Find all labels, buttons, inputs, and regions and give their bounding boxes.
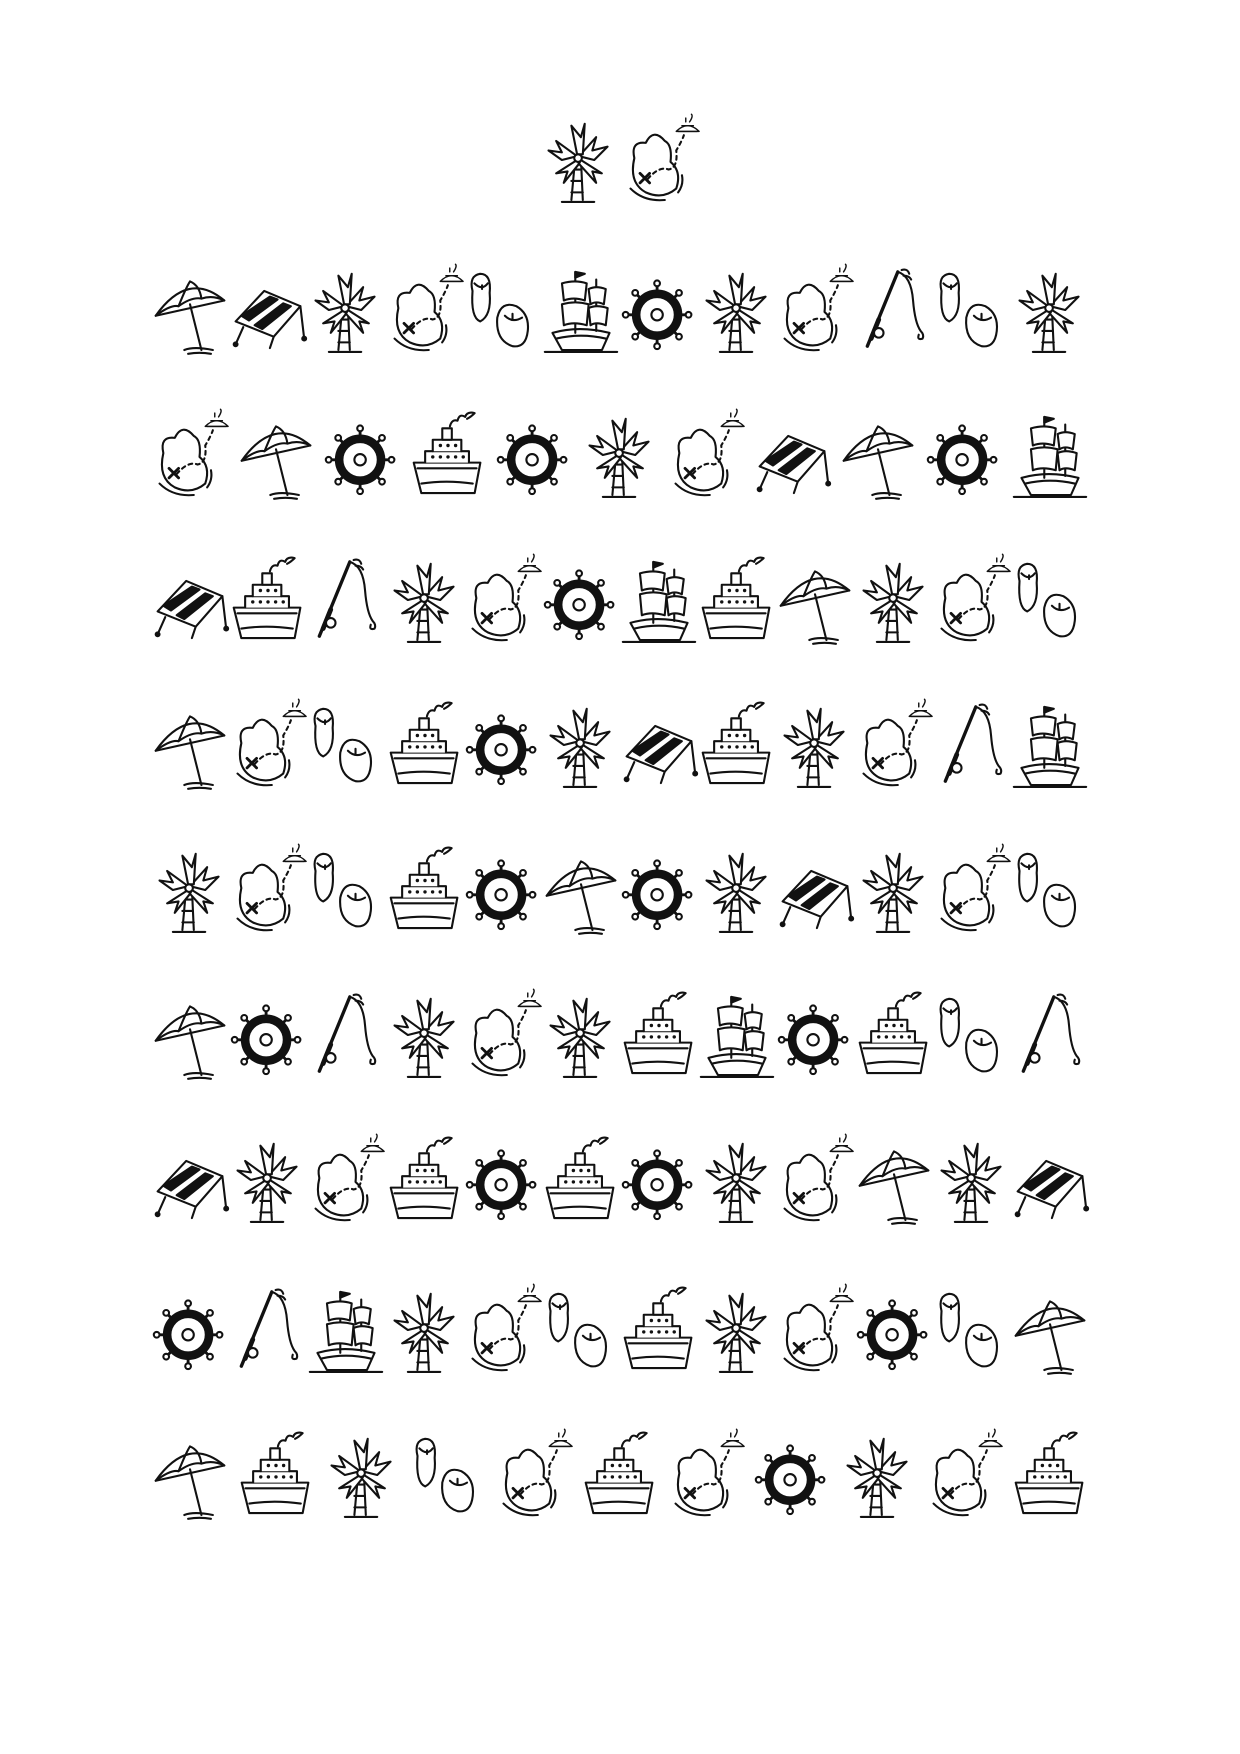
map-icon [463, 550, 543, 650]
map-icon [932, 840, 1012, 940]
umbrella-icon [150, 695, 230, 795]
wheel-icon [619, 840, 699, 940]
rod-icon [306, 985, 386, 1085]
map-icon [775, 1130, 855, 1230]
flipflops-icon [932, 985, 1012, 1085]
map-icon [494, 1425, 574, 1525]
boat-icon [541, 1130, 621, 1230]
map-icon [463, 985, 543, 1085]
chair-icon [619, 695, 699, 795]
palm-icon [306, 260, 386, 360]
boat-icon [697, 695, 777, 795]
chair-icon [752, 405, 832, 505]
ship-icon [1010, 695, 1090, 795]
palm-icon [150, 840, 230, 940]
ship-icon [697, 985, 777, 1085]
flipflops-icon [306, 695, 386, 795]
icon-row [0, 550, 1240, 660]
wheel-icon [541, 550, 621, 650]
icon-row [0, 695, 1240, 805]
ship-icon [619, 550, 699, 650]
boat-icon [408, 405, 488, 505]
umbrella-icon [150, 260, 230, 360]
umbrella-icon [541, 840, 621, 940]
palm-icon [932, 1130, 1012, 1230]
wheel-icon [322, 405, 402, 505]
map-icon [150, 405, 230, 505]
map-icon [666, 405, 746, 505]
palm-icon [385, 550, 465, 650]
boat-icon [854, 985, 934, 1085]
map-icon [775, 1280, 855, 1380]
flipflops-icon [408, 1425, 488, 1525]
palm-icon [854, 840, 934, 940]
map-icon [775, 260, 855, 360]
umbrella-icon [150, 985, 230, 1085]
umbrella-icon [150, 1425, 230, 1525]
rod-icon [854, 260, 934, 360]
boat-icon [697, 550, 777, 650]
palm-icon [697, 840, 777, 940]
boat-icon [619, 985, 699, 1085]
palm-icon [541, 985, 621, 1085]
palm-icon [697, 260, 777, 360]
chair-icon [150, 1130, 230, 1230]
map-icon [228, 840, 308, 940]
boat-icon [580, 1425, 660, 1525]
boat-icon [385, 840, 465, 940]
wheel-icon [463, 695, 543, 795]
boat-icon [228, 550, 308, 650]
icon-row [0, 260, 1240, 370]
icon-row [0, 1425, 1240, 1535]
wheel-icon [619, 1130, 699, 1230]
wheel-icon [494, 405, 574, 505]
icon-row [0, 1130, 1240, 1240]
chair-icon [150, 550, 230, 650]
map-icon [621, 110, 701, 210]
umbrella-icon [775, 550, 855, 650]
wheel-icon [150, 1280, 230, 1380]
palm-icon [228, 1130, 308, 1230]
boat-icon [236, 1425, 316, 1525]
map-icon [228, 695, 308, 795]
umbrella-icon [838, 405, 918, 505]
wheel-icon [854, 1280, 934, 1380]
palm-icon [697, 1280, 777, 1380]
wheel-icon [775, 985, 855, 1085]
rod-icon [306, 550, 386, 650]
map-icon [306, 1130, 386, 1230]
palm-icon [775, 695, 855, 795]
boat-icon [385, 695, 465, 795]
map-icon [463, 1280, 543, 1380]
flipflops-icon [306, 840, 386, 940]
chair-icon [1010, 1130, 1090, 1230]
palm-icon [385, 1280, 465, 1380]
palm-icon [854, 550, 934, 650]
flipflops-icon [932, 260, 1012, 360]
wheel-icon [924, 405, 1004, 505]
boat-icon [1010, 1425, 1090, 1525]
icon-row [0, 1280, 1240, 1390]
icon-row [0, 840, 1240, 950]
boat-icon [385, 1130, 465, 1230]
palm-icon [322, 1425, 402, 1525]
icon-row [0, 405, 1240, 515]
palm-icon [697, 1130, 777, 1230]
flipflops-icon [932, 1280, 1012, 1380]
map-icon [854, 695, 934, 795]
wheel-icon [228, 985, 308, 1085]
flipflops-icon [1010, 550, 1090, 650]
umbrella-icon [854, 1130, 934, 1230]
ship-icon [541, 260, 621, 360]
umbrella-icon [236, 405, 316, 505]
wheel-icon [752, 1425, 832, 1525]
ship-icon [306, 1280, 386, 1380]
palm-icon [1010, 260, 1090, 360]
ship-icon [1010, 405, 1090, 505]
flipflops-icon [1010, 840, 1090, 940]
chair-icon [228, 260, 308, 360]
boat-icon [619, 1280, 699, 1380]
map-icon [932, 550, 1012, 650]
palm-icon [539, 110, 619, 210]
map-icon [924, 1425, 1004, 1525]
rod-icon [932, 695, 1012, 795]
rod-icon [228, 1280, 308, 1380]
rod-icon [1010, 985, 1090, 1085]
flipflops-icon [463, 260, 543, 360]
icon-row [0, 985, 1240, 1095]
wheel-icon [619, 260, 699, 360]
chair-icon [775, 840, 855, 940]
wheel-icon [463, 1130, 543, 1230]
palm-icon [580, 405, 660, 505]
palm-icon [838, 1425, 918, 1525]
umbrella-icon [1010, 1280, 1090, 1380]
wheel-icon [463, 840, 543, 940]
target-sequence [0, 110, 1240, 220]
palm-icon [385, 985, 465, 1085]
palm-icon [541, 695, 621, 795]
flipflops-icon [541, 1280, 621, 1380]
map-icon [666, 1425, 746, 1525]
map-icon [385, 260, 465, 360]
